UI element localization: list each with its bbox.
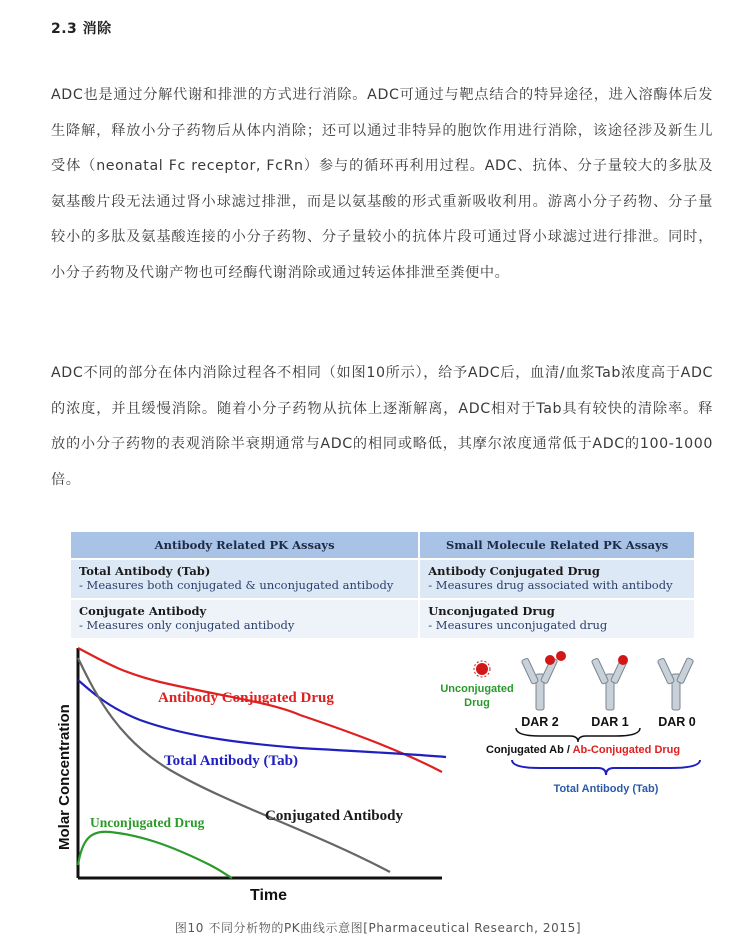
dar0-label: DAR 0	[658, 715, 696, 729]
assay-cell	[71, 599, 419, 638]
assay-cell	[419, 559, 695, 599]
figure-caption: 图10 不同分析物的PK曲线示意图[Pharmaceutical Research, 2015]	[174, 921, 582, 935]
curve-unconjugated-drug	[78, 832, 232, 878]
pk-curve-diagram	[50, 640, 710, 910]
section-title: 2.3 消除	[51, 21, 112, 37]
assay-title: Unconjugated Drug	[428, 604, 555, 618]
total-antibody-legend: Total Antibody (Tab)	[553, 783, 659, 795]
antibody-dar2-icon	[521, 651, 566, 710]
assay-title: Conjugate Antibody	[79, 604, 207, 618]
dar1-label: DAR 1	[591, 715, 629, 729]
conjugated-ab-legend: Conjugated Ab / Ab-Conjugated Drug	[486, 744, 681, 756]
label-unconjugated-drug: Unconjugated Drug	[90, 815, 205, 830]
y-axis-label: Molar Concentration	[56, 704, 73, 850]
antibody-dar1-icon	[591, 655, 628, 710]
legend-unconjugated-line2: Drug	[464, 697, 490, 709]
dar2-label: DAR 2	[521, 715, 559, 729]
assay-header-antibody: Antibody Related PK Assays	[71, 532, 419, 559]
assay-table-header-row	[71, 532, 695, 559]
brace-total-antibody	[512, 760, 700, 775]
table-row	[71, 559, 695, 599]
assay-desc: - Measures unconjugated drug	[428, 618, 608, 632]
antibody-dar0-icon	[657, 657, 693, 710]
assay-desc: - Measures drug associated with antibody	[428, 578, 673, 592]
label-total-antibody: Total Antibody (Tab)	[164, 753, 298, 769]
paragraph-elimination: ADC也是通过分解代谢和排泄的方式进行消除。ADC可通过与靶点结合的特异途径，进入溶酶体后发生降解，释放小分子药物后从体内消除；还可以通过非特异的胞饮作用进行消除，该途径涉及新生儿受体（neonatal Fc receptor, FcRn）参与的循环再利用过程。ADC、抗体、分子量较大的多肽及氨基酸片段无法通过肾小球滤过排泄，而是以氨基酸的形式重新吸收利用。游离小分子药物、分子量较小的多肽及氨基酸连接的小分子药物、分子量较小的抗体片段可通过肾小球滤过进行排泄。同时，小分子药物及代谢产物也可经酶代谢消除或通过转运体排泄至粪便中。	[51, 87, 713, 281]
x-axis-label: Time	[250, 887, 288, 904]
brace-conjugated	[516, 728, 640, 742]
legend-unconjugated-line1: Unconjugated	[440, 683, 514, 695]
assay-cell	[71, 559, 419, 599]
table-row	[71, 599, 695, 638]
assay-title: Total Antibody (Tab)	[79, 564, 211, 578]
paragraph-adc-components: ADC不同的部分在体内消除过程各不相同（如图10所示），给予ADC后，血清/血浆Tab浓度高于ADC的浓度，并且缓慢消除。随着小分子药物从抗体上逐渐解离，ADC相对于Tab具有较快的清除率。释放的小分子药物的表观消除半衰期通常与ADC的相同或略低，其摩尔浓度通常低于ADC的100-1000倍。	[51, 365, 713, 488]
assay-desc: - Measures both conjugated & unconjugated antibody	[79, 578, 394, 592]
assay-cell	[419, 599, 695, 638]
unconjugated-drug-dot	[476, 663, 488, 675]
assay-desc: - Measures only conjugated antibody	[79, 618, 295, 632]
assay-title: Antibody Conjugated Drug	[428, 564, 600, 578]
assay-table	[71, 532, 696, 638]
assay-header-small-molecule: Small Molecule Related PK Assays	[419, 532, 695, 559]
label-conjugated-antibody: Conjugated Antibody	[265, 808, 403, 824]
label-antibody-conjugated-drug: Antibody Conjugated Drug	[158, 690, 334, 706]
